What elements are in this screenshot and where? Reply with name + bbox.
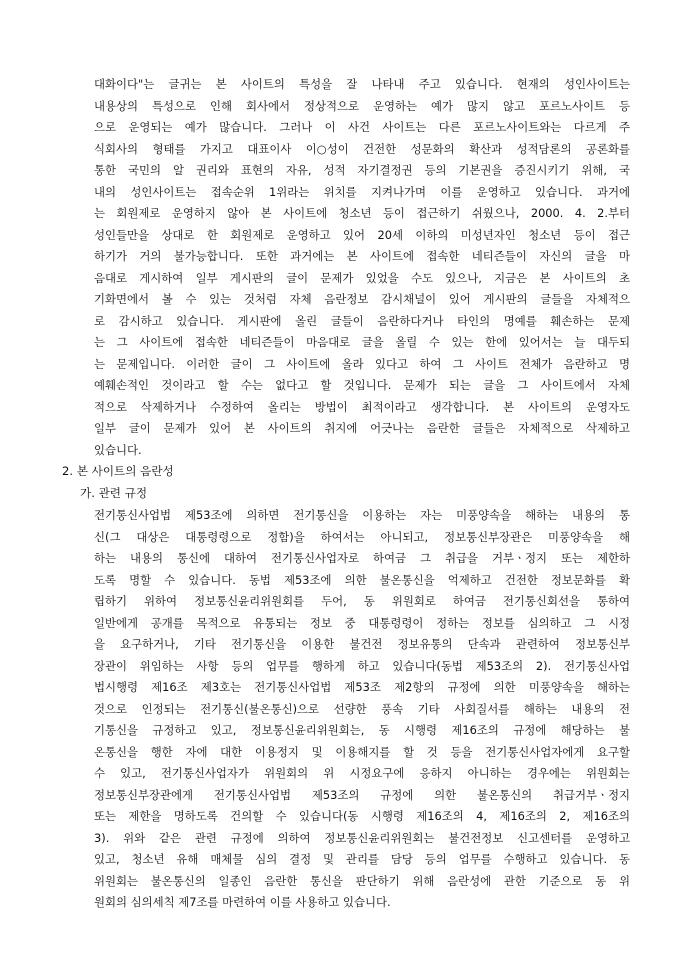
text-line: 수 있고, 전기통신사업자가 위원회의 위 시정요구에 응하지 아니하는 경우에는 위원회는 <box>94 766 630 780</box>
text-line: 또는 제한을 명하도록 건의할 수 있습니다(동 시행령 제16조의 4, 제16조의 2, 제16조의 <box>94 809 630 823</box>
text-line: 식회사의 형태를 가지고 대표이사 이○성이 건전한 성문화의 확산과 성적담론의 공론화를 <box>94 141 630 156</box>
text-line: 는 그 사이트에 접속한 네티즌들이 마음대로 글을 올릴 수 있는 한에 있어서는 늘 대두되 <box>94 335 630 349</box>
text-line: 립하기 위하여 정보통신윤리위원회를 두어, 동 위원회로 하여금 전기통신회선을 통하여 <box>94 594 630 608</box>
text-line: 예훼손적인 것이라고 할 수는 없다고 할 것입니다. 문제가 되는 글을 그 사이트에서 자체 <box>94 378 630 392</box>
text-line: 통한 국민의 알 권리와 표현의 자유, 성적 자기결정권 등의 기본권을 증진시키기 위해, 국 <box>94 163 630 177</box>
subsection-heading: 가. 관련 규정 <box>80 486 148 500</box>
text-line: 기화면에서 볼 수 있는 것처럼 자체 음란정보 감시채널이 있어 게시판의 글들을 자체적으 <box>94 292 630 306</box>
text-line: 온통신을 행한 자에 대한 이용정지 및 이용해지를 할 것 등을 전기통신사업자에게 요구할 <box>94 744 630 759</box>
text-line: 일부 글이 문제가 있어 본 사이트의 취지에 어긋나는 음란한 글들은 자체적으로 삭제하고 <box>94 421 630 435</box>
text-line: 내용상의 특성으로 인해 회사에서 정상적으로 운영하는 예가 많지 않고 포르노사이트 등 <box>94 98 630 113</box>
intro-paragraph <box>94 74 630 461</box>
text-line: 하기가 거의 불가능합니다. 또한 과거에는 본 사이트에 접속한 네티즌들이 자신의 글을 마 <box>94 249 630 263</box>
text-line: 3). 위와 같은 관련 규정에 의하여 정보통신윤리위원회는 불건전정보 신고센터를 운영하고 <box>94 830 630 845</box>
text-line: 적으로 삭제하거나 수정하여 올리는 방법이 최적이라고 생각합니다. 본 사이트의 운영자도 <box>94 399 630 414</box>
text-line: 는 문제입니다. 이러한 글이 그 사이트에 올라 있다고 하여 그 사이트 전체가 음란하고 명 <box>94 356 631 371</box>
text-line: 있고, 청소년 유해 매체물 심의 결정 및 관리를 담당 등의 업무를 수행하고 있습니다. 동 <box>94 852 630 866</box>
regulation-paragraph <box>94 505 630 914</box>
text-line: 일반에게 공개를 목적으로 유통되는 정보 중 대통령령이 정하는 정보를 심의하고 그 시정 <box>94 615 630 630</box>
text-line: 전기통신사업법 제53조에 의하면 전기통신을 이용하는 자는 미풍양속을 해하는 내용의 통 <box>94 508 630 522</box>
text-line: 도록 명할 수 있습니다. 동법 제53조에 의한 불온통신을 억제하고 건전한 정보문화를 확 <box>94 572 630 587</box>
text-line: 을 요구하거나, 기타 전기통신을 이용한 불건전 정보유통의 단속과 관련하여 정보통신부 <box>94 637 630 651</box>
text-line: 성인들만을 상대로 한 회원제로 운영하고 있어 20세 이하의 미성년자인 청소년 등이 접근 <box>94 227 630 242</box>
text-line: 있습니다. <box>94 442 142 457</box>
text-line: 내의 성인사이트는 접속순위 1위라는 위치를 지켜나가며 이를 운영하고 있습니다. 과거에 <box>94 184 631 199</box>
text-line: 정보통신부장관에게 전기통신사업법 제53조의 규정에 의한 불온통신의 취급거부ㆍ정지 <box>94 787 630 802</box>
text-line: 로 감시하고 있습니다. 게시판에 올린 글들이 음란하다거나 타인의 명예를 훼손하는 문제 <box>94 313 631 328</box>
text-line: 장관이 위임하는 사항 등의 업무를 행하게 하고 있습니다(동법 제53조의 2). 전기통신사업 <box>94 658 630 673</box>
text-line: 으로 운영되는 예가 많습니다. 그러나 이 사건 사이트는 다른 포르노사이트와는 다르게 주 <box>94 120 630 134</box>
text-line: 것으로 인정되는 전기통신(불온통신)으로 선량한 풍속 기타 사회질서를 해하는 내용의 전 <box>94 701 630 716</box>
text-line: 법시행령 제16조 제3호는 전기통신사업법 제53조 제2항의 규정에 의한 미풍양속을 해하는 <box>94 680 630 694</box>
text-line: 원회의 심의세칙 제7조를 마련하여 이를 사용하고 있습니다. <box>94 895 391 909</box>
text-line: 신(그 대상은 대통령령으로 정함)을 하여서는 아니되고, 정보통신부장관은 미풍양속을 해 <box>94 529 630 544</box>
section-heading: 2. 본 사이트의 음란성 <box>62 464 174 478</box>
text-line: 대화이다"는 글귀는 본 사이트의 특성을 잘 나타내 주고 있습니다. 현재의 성인사이트는 <box>94 77 630 91</box>
text-line: 기통신을 규정하고 있고, 정보통신윤리위원회는, 동 시행령 제16조의 규정에 해당하는 불 <box>94 723 630 737</box>
text-line: 위원회는 불온통신의 일종인 음란한 통신을 판단하기 위해 음란성에 관한 기준으로 동 위 <box>94 873 630 888</box>
text-line: 는 회원제로 운영하지 않아 본 사이트에 청소년 등이 접근하기 쉬웠으나, 2000. 4. 2.부터 <box>94 206 630 220</box>
text-line: 하는 내용의 통신에 대하여 전기통신사업자로 하여금 그 취급을 거부ㆍ정지 또는 제한하 <box>94 551 630 565</box>
text-line: 음대로 게시하여 일부 게시판의 글이 문제가 있었을 수도 있으나, 지금은 본 사이트의 초 <box>94 270 630 285</box>
